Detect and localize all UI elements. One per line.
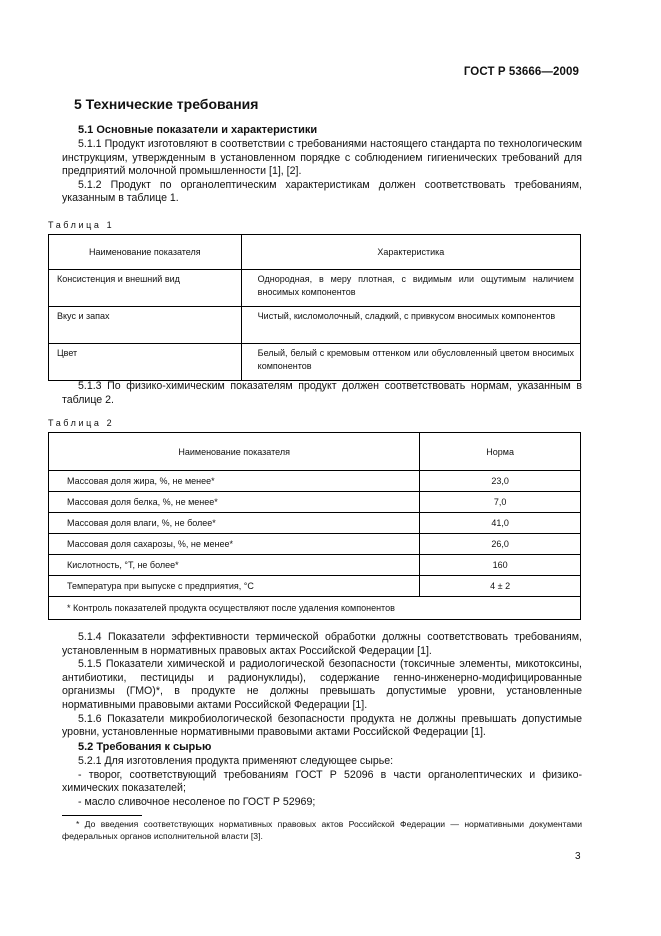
subsection-5-2-title: 5.2 Требования к сырью bbox=[78, 741, 212, 753]
table2-cell-name: Массовая доля белка, %, не менее* bbox=[49, 492, 420, 513]
paragraph-5-1-2: 5.1.2 Продукт по органолептическим характеристикам должен соответствовать требованиям, указанным в таблице 1. bbox=[62, 178, 582, 205]
table1-caption: Таблица 1 bbox=[48, 220, 115, 230]
table2-header-row bbox=[49, 433, 581, 471]
paragraph-5-1-4: 5.1.4 Показатели эффективности термической обработки должны соответствовать требованиям, установленным в нормативных правовых актах Российской Федерации [1]. bbox=[62, 631, 582, 657]
paragraph-5-1-6: 5.1.6 Показатели микробиологической безопасности продукта не должны превышать допустимые уровни, установленные нормативными правовыми актами Российской Федерации [1]. bbox=[62, 712, 582, 739]
table2-footnote-row bbox=[49, 597, 581, 620]
table-row bbox=[49, 534, 581, 555]
table2-cell-name: Массовая доля жира, %, не менее* bbox=[49, 471, 420, 492]
page-footnote-text: * До введения соответствующих нормативных правовых актов Российской Федерации — нормативными документами федеральных органов исполнительной власти [3]. bbox=[62, 819, 582, 841]
paragraph-5-2-1: 5.2.1 Для изготовления продукта применяют следующее сырье: bbox=[78, 755, 394, 767]
page-number: 3 bbox=[575, 851, 581, 862]
page-footnote bbox=[62, 818, 582, 842]
table1-cell-value: Чистый, кисломолочный, сладкий, с привкусом вносимых компонентов bbox=[241, 307, 580, 344]
table1-cell-name: Цвет bbox=[49, 344, 242, 381]
table2-header-name: Наименование показателя bbox=[49, 433, 420, 471]
paragraph-block-4 bbox=[62, 755, 582, 809]
table2-cell-value: 26,0 bbox=[420, 534, 581, 555]
table1-header-characteristic: Характеристика bbox=[241, 235, 580, 270]
paragraph-5-1-1: 5.1.1 Продукт изготовляют в соответствии с требованиями настоящего стандарта по технологическим инструкциям, утвержденным в установленном порядке с соблюдением гигиенических требований для предприятий молочной промышленности [1], [2]. bbox=[62, 138, 582, 178]
table2-cell-value: 41,0 bbox=[420, 513, 581, 534]
paragraph-5-1-3: 5.1.3 По физико-химическим показателям продукт должен соответствовать нормам, указанным в таблице 2. bbox=[62, 380, 582, 406]
table-row bbox=[49, 471, 581, 492]
table2-cell-name: Массовая доля сахарозы, %, не менее* bbox=[49, 534, 420, 555]
table2-cell-name: Кислотность, °Т, не более* bbox=[49, 555, 420, 576]
table1-cell-name: Консистенция и внешний вид bbox=[49, 270, 242, 307]
table2-footnote: * Контроль показателей продукта осуществляют после удаления компонентов bbox=[49, 597, 581, 620]
table-1 bbox=[48, 234, 581, 381]
table1-header-row bbox=[49, 235, 581, 270]
footnote-divider bbox=[62, 815, 142, 816]
table-row bbox=[49, 513, 581, 534]
list-item: - масло сливочное несоленое по ГОСТ Р 52969; bbox=[78, 795, 316, 808]
table-row bbox=[49, 270, 581, 307]
table2-cell-value: 160 bbox=[420, 555, 581, 576]
subsection-5-1-title: 5.1 Основные показатели и характеристики bbox=[78, 124, 318, 136]
paragraph-block-3 bbox=[62, 631, 582, 740]
table2-caption: Таблица 2 bbox=[48, 418, 115, 428]
table2-cell-value: 4 ± 2 bbox=[420, 576, 581, 597]
table-row bbox=[49, 576, 581, 597]
table1-cell-value: Белый, белый с кремовым оттенком или обусловленный цветом вносимых компонентов bbox=[241, 344, 580, 381]
table2-cell-value: 23,0 bbox=[420, 471, 581, 492]
table2-header-norm: Норма bbox=[420, 433, 581, 471]
table-row bbox=[49, 307, 581, 344]
table2-cell-name: Массовая доля влаги, %, не более* bbox=[49, 513, 420, 534]
standard-number: ГОСТ Р 53666—2009 bbox=[463, 66, 579, 78]
table-2 bbox=[48, 432, 581, 620]
table1-cell-name: Вкус и запах bbox=[49, 307, 242, 344]
table2-cell-name: Температура при выпуске с предприятия, °С bbox=[49, 576, 420, 597]
table1-header-name: Наименование показателя bbox=[49, 235, 242, 270]
paragraph-block-2 bbox=[62, 380, 582, 407]
table2-cell-value: 7,0 bbox=[420, 492, 581, 513]
list-item: - творог, соответствующий требованиям ГОСТ Р 52096 в части органолептических и физико-химических показателей; bbox=[62, 768, 582, 795]
table-row bbox=[49, 344, 581, 381]
table1-cell-value: Однородная, в меру плотная, с видимым или ощутимым наличием вносимых компонентов bbox=[241, 270, 580, 307]
section-title: 5 Технические требования bbox=[74, 96, 259, 112]
paragraph-block-1 bbox=[62, 138, 582, 206]
table-row bbox=[49, 492, 581, 513]
table-row bbox=[49, 555, 581, 576]
paragraph-5-1-5: 5.1.5 Показатели химической и радиологической безопасности (токсичные элементы, микотоксины, антибиотики, пестициды и радионуклиды), содержание генно-инженерно-модифицированные организмы (ГМО)*, в продукте не должны превышать допустимые уровни, установленные нормативными правовыми актами Российской Федерации [1]. bbox=[62, 658, 582, 711]
